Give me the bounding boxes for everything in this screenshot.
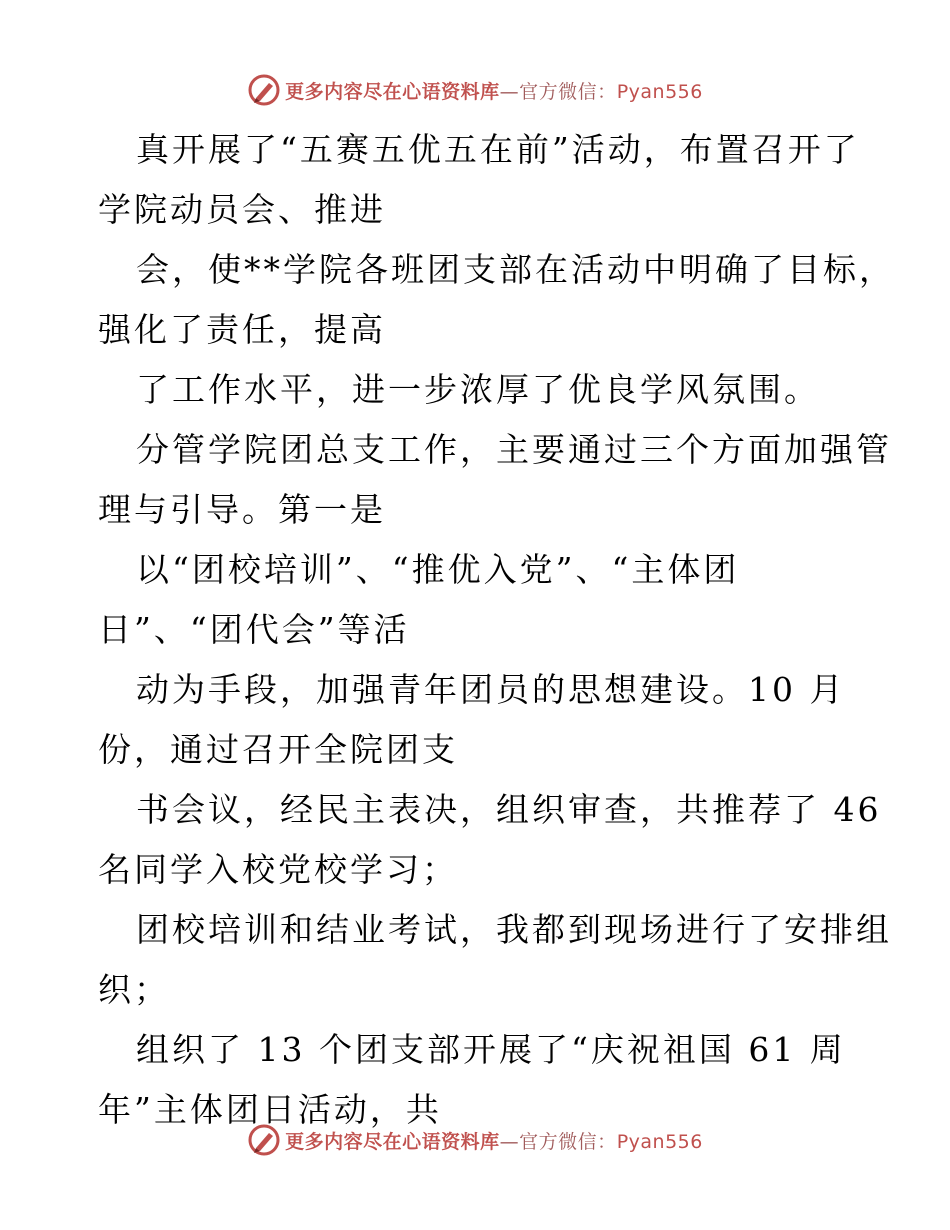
header-banner-text (285, 77, 703, 104)
body-line: 团校培训和结业考试，我都到现场进行了安排组 (136, 910, 892, 949)
footer-banner-sub: —官方微信： (499, 1130, 617, 1153)
body-line: 动为手段，加强青年团员的思想建设。10 月 (136, 670, 846, 709)
body-line: 年”主体团日活动，共 (98, 1090, 442, 1129)
body-line: 强化了责任，提高 (98, 310, 386, 349)
body-line: 了工作水平，进一步浓厚了优良学风氛围。 (136, 370, 820, 409)
body-line: 以“团校培训”、“推优入党”、“主体团 (136, 550, 740, 589)
body-line: 学院动员会、推进 (98, 190, 386, 229)
body-line: 织； (98, 970, 170, 1009)
body-line: 名同学入校党校学习； (98, 850, 458, 889)
footer-banner (0, 1120, 950, 1160)
body-line: 份，通过召开全院团支 (98, 730, 458, 769)
document-body (98, 120, 895, 1140)
header-banner-main: 更多内容尽在心语资料库 (285, 80, 500, 103)
footer-banner-text (285, 1127, 703, 1154)
body-line: 真开展了“五赛五优五在前”活动，布置召开了 (136, 130, 860, 169)
header-banner-sub: —官方微信： (499, 80, 617, 103)
header-banner-id: Pyan556 (616, 80, 703, 103)
body-line: 日”、“团代会”等活 (98, 610, 410, 649)
pen-circle-icon (247, 1123, 281, 1157)
pen-circle-icon (247, 73, 281, 107)
footer-banner-id: Pyan556 (616, 1130, 703, 1153)
body-line: 书会议，经民主表决，组织审查，共推荐了 46 (136, 790, 882, 829)
body-line: 组织了 13 个团支部开展了“庆祝祖国 61 周 (136, 1030, 846, 1069)
body-line: 理与引导。第一是 (98, 490, 386, 529)
body-line: 会，使**学院各班团支部在活动中明确了目标， (136, 250, 895, 289)
footer-banner-main: 更多内容尽在心语资料库 (285, 1130, 500, 1153)
header-banner (0, 70, 950, 110)
body-line: 分管学院团总支工作，主要通过三个方面加强管 (136, 430, 892, 469)
